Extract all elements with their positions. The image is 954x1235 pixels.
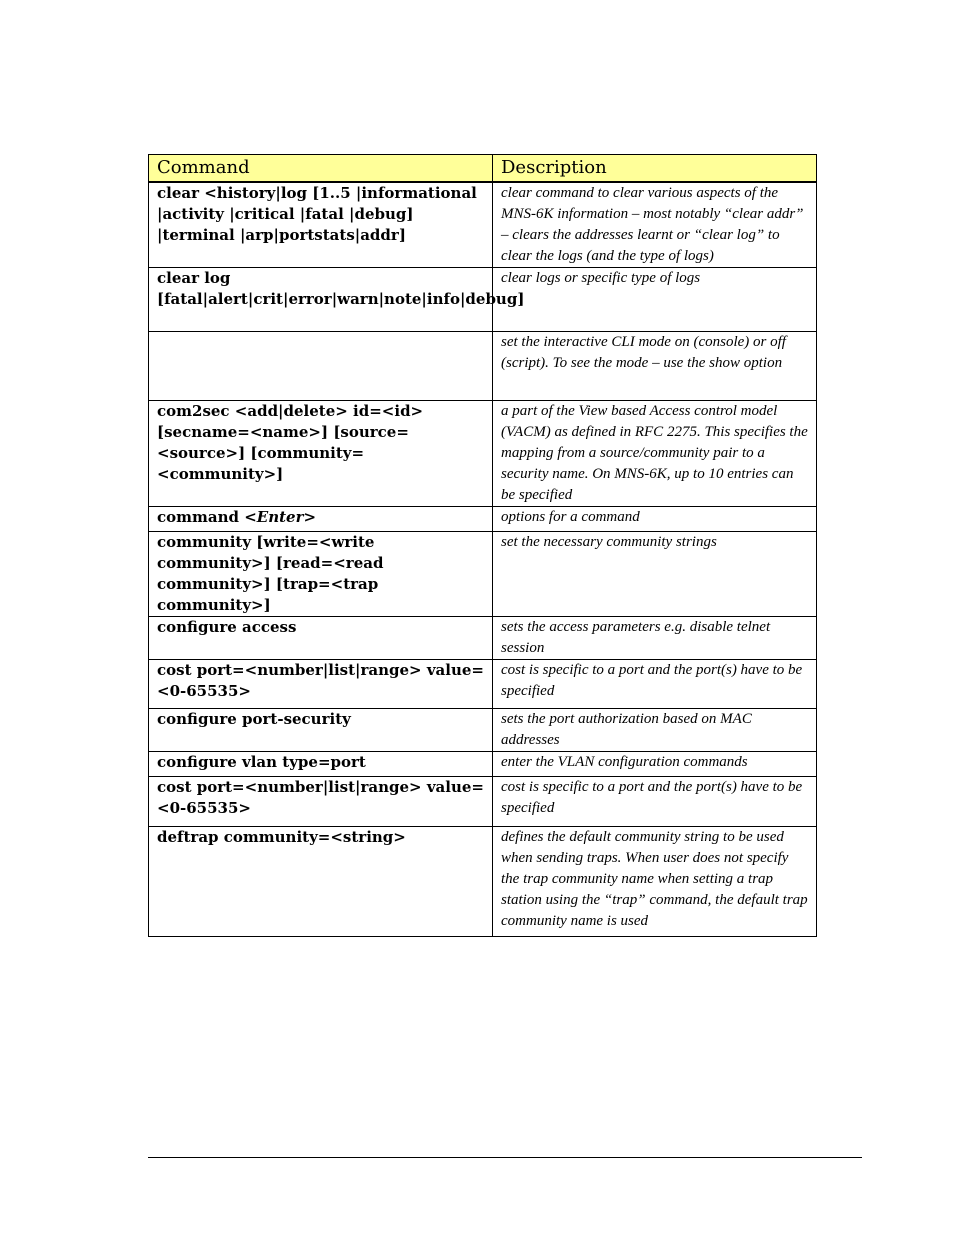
- description-cell: defines the default community string to be used when sending traps. When user does not specify the trap community name when setting a trap station using the “trap” command, the default trap community name is used: [493, 827, 817, 937]
- command-text: command: [157, 508, 245, 526]
- command-cell: com2sec <add|delete> id=<id> [secname=<name>] [source=<source>] [community=<community>]: [149, 401, 493, 507]
- table-row: [149, 660, 817, 709]
- description-cell: set the necessary community strings: [493, 532, 817, 617]
- header-description: Description: [493, 155, 817, 182]
- description-cell: cost is specific to a port and the port(s) have to be specified: [493, 777, 817, 827]
- table-row: [149, 332, 817, 401]
- command-cell: configure vlan type=port: [149, 752, 493, 777]
- table-row: [149, 617, 817, 660]
- description-cell: clear logs or specific type of logs: [493, 268, 817, 332]
- command-cell: community [write=<write community>] [read=<read community>] [trap=<trap community>]: [149, 532, 493, 617]
- command-cell: deftrap community=<string>: [149, 827, 493, 937]
- command-cell: [149, 507, 493, 532]
- table-row: [149, 182, 817, 268]
- table-row: [149, 777, 817, 827]
- description-cell: set the interactive CLI mode on (console) or off (script). To see the mode – use the show option: [493, 332, 817, 401]
- command-cell: clear log [fatal|alert|crit|error|warn|note|info|debug]: [149, 268, 493, 332]
- table-row: [149, 532, 817, 617]
- command-table: [148, 154, 817, 937]
- table-row: [149, 507, 817, 532]
- description-cell: sets the port authorization based on MAC addresses: [493, 709, 817, 752]
- table-row: [149, 401, 817, 507]
- description-cell: cost is specific to a port and the port(s) have to be specified: [493, 660, 817, 709]
- description-cell: enter the VLAN configuration commands: [493, 752, 817, 777]
- footer-divider: [148, 1157, 862, 1158]
- table-row: [149, 827, 817, 937]
- command-cell: configure port-security: [149, 709, 493, 752]
- command-cell: cost port=<number|list|range> value=<0-65535>: [149, 777, 493, 827]
- table-row: [149, 268, 817, 332]
- enter-key-text: <Enter>: [244, 508, 317, 526]
- command-cell: configure access: [149, 617, 493, 660]
- command-cell: [149, 332, 493, 401]
- table-row: [149, 752, 817, 777]
- command-cell: clear <history|log [1..5 |informational |activity |critical |fatal |debug] |terminal |arp|portstats|addr]: [149, 182, 493, 268]
- table-header-row: [149, 155, 817, 182]
- header-command: Command: [149, 155, 493, 182]
- command-cell: cost port=<number|list|range> value=<0-65535>: [149, 660, 493, 709]
- table-row: [149, 709, 817, 752]
- description-cell: a part of the View based Access control model (VACM) as defined in RFC 2275. This specifies the mapping from a source/community pair to a security name. On MNS-6K, up to 10 entries can be specified: [493, 401, 817, 507]
- description-cell: sets the access parameters e.g. disable telnet session: [493, 617, 817, 660]
- description-cell: options for a command: [493, 507, 817, 532]
- description-cell: clear command to clear various aspects of the MNS-6K information – most notably “clear addr” – clears the addresses learnt or “clear log” to clear the logs (and the type of logs): [493, 182, 817, 268]
